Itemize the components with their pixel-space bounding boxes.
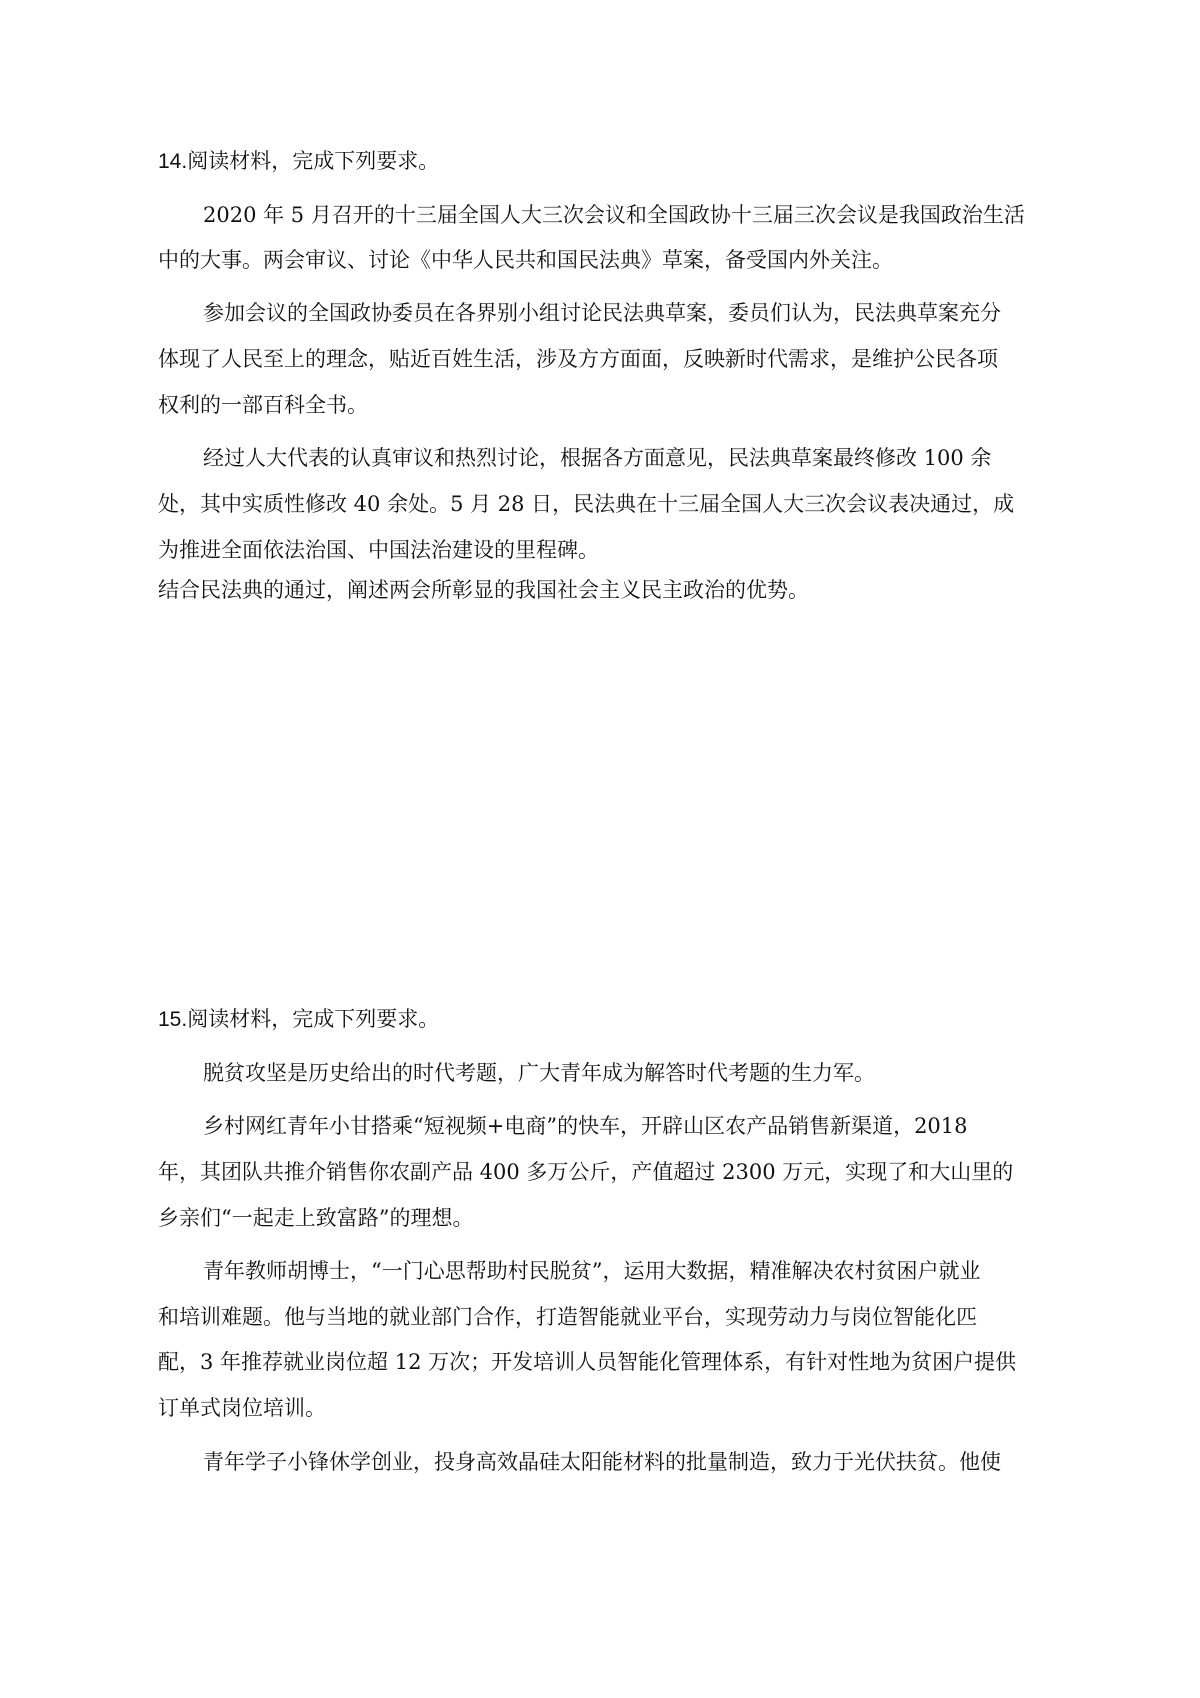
q15-p3-line2: 和培训难题。他与当地的就业部门合作，打造智能就业平台，实现劳动力与岗位智能化匹 [158,1305,977,1329]
q14-question: 结合民法典的通过，阐述两会所彰显的我国社会主义民主政治的优势。 [158,578,809,602]
q14-p1-line1: 2020 年 5 月召开的十三届全国人大三次会议和全国政协十三届三次会议是我国政治生活 [203,203,1025,227]
q15-p3-line3: 配，3 年推荐就业岗位超 12 万次；开发培训人员智能化管理体系，有针对性地为贫困户提供 [158,1350,1017,1374]
q14-p3-line3: 为推进全面依法治国、中国法治建设的里程碑。 [158,538,599,562]
q15-p3-line4: 订单式岗位培训。 [158,1396,326,1420]
q14-heading: 14.阅读材料，完成下列要求。 [158,150,440,173]
q15-heading: 15.阅读材料，完成下列要求。 [158,1008,440,1031]
q15-p2-line3: 乡亲们“一起走上致富路”的理想。 [158,1206,474,1230]
q14-p2-line3: 权利的一部百科全书。 [158,393,368,417]
q15-p1: 脱贫攻坚是历史给出的时代考题，广大青年成为解答时代考题的生力军。 [203,1061,875,1085]
q15-p2-line1: 乡村网红青年小甘搭乘“短视频+电商”的快车，开辟山区农产品销售新渠道，2018 [203,1114,968,1138]
q14-p2-line2: 体现了人民至上的理念，贴近百姓生活，涉及方方面面，反映新时代需求，是维护公民各项 [158,347,998,371]
q14-p2-line1: 参加会议的全国政协委员在各界别小组讨论民法典草案，委员们认为，民法典草案充分 [203,301,1001,325]
q14-p3-line2: 处，其中实质性修改 40 余处。5 月 28 日，民法典在十三届全国人大三次会议表决通过，成 [158,492,1015,516]
q14-p1-line2: 中的大事。两会审议、讨论《中华人民共和国民法典》草案，备受国内外关注。 [158,248,893,272]
q15-p3-line1: 青年教师胡博士，“一门心思帮助村民脱贫”，运用大数据，精准解决农村贫困户就业 [203,1259,981,1283]
q15-p4-line1: 青年学子小锋休学创业，投身高效晶硅太阳能材料的批量制造，致力于光伏扶贫。他使 [203,1450,1001,1474]
q14-p3-line1: 经过人大代表的认真审议和热烈讨论，根据各方面意见，民法典草案最终修改 100 余 [203,446,992,470]
q15-p2-line2: 年，其团队共推介销售你农副产品 400 多万公斤，产值超过 2300 万元，实现了和大山里的 [158,1160,1014,1184]
